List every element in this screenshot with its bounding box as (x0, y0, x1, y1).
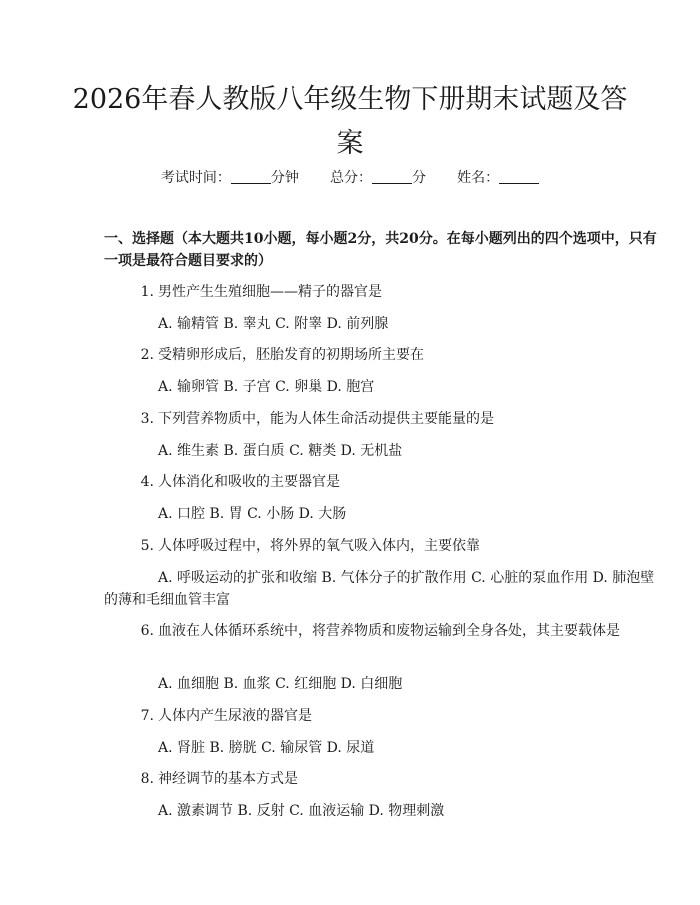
question-stem: 下列营养物质中，能为人体生命活动提供主要能量的是 (158, 411, 494, 427)
question-number: 3. (140, 411, 154, 427)
question-number: 4. (140, 474, 154, 490)
question-number: 5. (140, 538, 154, 554)
question-stem: 受精卵形成后，胚胎发育的初期场所主要在 (158, 347, 424, 363)
question-stem: 人体呼吸过程中，将外界的氧气吸入体内，主要依靠 (158, 538, 480, 554)
question-4 (104, 471, 664, 493)
page-title: 2026年春人教版八年级生物下册期末试题及答案 (72, 84, 628, 159)
name-blank (499, 169, 539, 184)
question-number: 8. (140, 771, 154, 787)
question-number: 7. (140, 708, 154, 724)
exam-info-line (0, 168, 700, 188)
question-5-options: A. 呼吸运动的扩张和收缩 B. 气体分子的扩散作用 C. 心脏的泵血作用 D. 肺泡壁的薄和毛细血管丰富 (104, 570, 655, 608)
question-1-options: A. 输精管 B. 睾丸 C. 附睾 D. 前列腺 (158, 316, 389, 332)
question-number: 2. (140, 347, 154, 363)
question-number: 1. (140, 284, 154, 300)
question-6-options: A. 血细胞 B. 血浆 C. 红细胞 D. 白细胞 (158, 676, 403, 692)
question-5 (104, 535, 664, 557)
question-7 (104, 705, 664, 727)
question-4-options: A. 口腔 B. 胃 C. 小肠 D. 大肠 (158, 506, 347, 522)
score-unit: 分 (412, 170, 426, 186)
question-8 (104, 768, 664, 790)
time-unit: 分钟 (270, 170, 299, 186)
question-8-options: A. 激素调节 B. 反射 C. 血液运输 D. 物理刺激 (158, 803, 445, 819)
time-label: 考试时间： (160, 170, 231, 186)
question-stem: 人体内产生尿液的器官是 (158, 708, 312, 724)
score-blank (372, 169, 412, 184)
time-blank (231, 169, 271, 184)
question-number: 6. (140, 623, 154, 639)
question-stem: 血液在人体循环系统中，将营养物质和废物运输到全身各处，其主要载体是 (158, 623, 620, 639)
question-7-options: A. 肾脏 B. 膀胱 C. 输尿管 D. 尿道 (158, 740, 375, 756)
question-1 (104, 281, 664, 303)
question-6 (104, 620, 664, 642)
question-2 (104, 344, 664, 366)
score-label: 总分： (330, 170, 372, 186)
section-heading: 一、选择题（本大题共10小题，每小题2分，共20分。在每小题列出的四个选项中，只有一项是最符合题目要求的） (104, 231, 657, 269)
question-stem: 人体消化和吸收的主要器官是 (158, 474, 340, 490)
name-label: 姓名： (457, 170, 500, 186)
question-3 (104, 408, 664, 430)
question-2-options: A. 输卵管 B. 子宫 C. 卵巢 D. 胞宫 (158, 379, 375, 395)
question-3-options: A. 维生素 B. 蛋白质 C. 糖类 D. 无机盐 (158, 443, 403, 459)
question-stem: 男性产生生殖细胞——精子的器官是 (158, 284, 382, 300)
question-stem: 神经调节的基本方式是 (158, 771, 298, 787)
